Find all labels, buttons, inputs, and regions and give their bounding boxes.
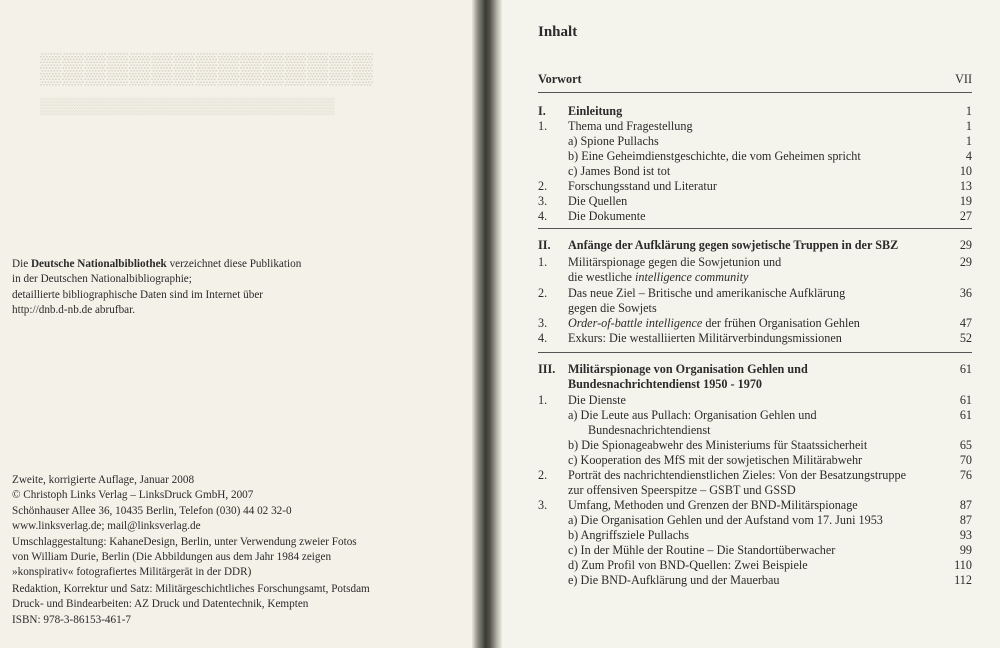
toc-entry-number: 3. — [538, 194, 548, 208]
bleed-through-shadow: ▒▒▒▒▒▒▒▒▒▒▒▒▒▒▒ — [40, 52, 374, 85]
toc-entry-page: 47 — [959, 316, 972, 330]
web-line: www.linksverlag.de; mail@linksverlag.de — [12, 520, 201, 533]
toc-entry-page: 112 — [954, 573, 972, 587]
toc-entry-title: Militärspionage von Organisation Gehlen und — [568, 362, 808, 376]
toc-entry-number: 1. — [538, 119, 548, 133]
toc-entry-title: Die Dienste — [568, 393, 626, 407]
toc-entry-page: 61 — [959, 408, 972, 422]
toc-entry-number: 4. — [538, 331, 548, 345]
toc-entry-title: Anfänge der Aufklärung gegen sowjetische Truppen in der SBZ — [568, 238, 899, 252]
toc-entry-page: 99 — [959, 543, 972, 557]
cover-design-line: »konspirativ« fotografiertes Militärgerät in der DDR) — [12, 566, 252, 579]
cover-design-line: von William Durie, Berlin (Die Abbildungen aus dem Jahr 1984 zeigen — [12, 551, 332, 564]
toc-entry-title: Porträt des nachrichtendienstlichen Zieles: Von der Besatzungstruppe — [568, 468, 906, 482]
section-divider — [538, 352, 972, 353]
toc-entry-title: c) James Bond ist tot — [568, 164, 671, 178]
italic-term: Order-of-battle intelligence — [568, 316, 703, 330]
toc-entry-number: 3. — [538, 316, 548, 330]
address-line: Schönhauser Allee 36, 10435 Berlin, Telefon (030) 44 02 32-0 — [12, 504, 292, 517]
edition-line: Zweite, korrigierte Auflage, Januar 2008 — [12, 474, 195, 486]
toc-entry-number: 1. — [538, 255, 548, 269]
toc-entry-page: 1 — [965, 134, 972, 148]
isbn-line: ISBN: 978-3-86153-461-7 — [12, 613, 132, 626]
toc-entry-page: 36 — [959, 286, 972, 300]
toc-entry-title: c) In der Mühle der Routine – Die Standortüberwacher — [568, 543, 836, 557]
toc-entry-title: a) Die Organisation Gehlen und der Aufstand vom 17. Juni 1953 — [568, 513, 883, 527]
toc-entry-page: 87 — [959, 498, 972, 512]
editing-line: Redaktion, Korrektur und Satz: Militärgeschichtliches Forschungsamt, Potsdam — [12, 583, 370, 595]
toc-entry-title: c) Kooperation des MfS mit der sowjetischen Militärabwehr — [568, 453, 863, 467]
toc-entry-page: 52 — [959, 331, 972, 345]
toc-entry-page: 110 — [954, 558, 972, 572]
toc-entry-page: 10 — [959, 164, 972, 178]
toc-entry-title: Einleitung — [568, 104, 623, 118]
section-divider — [538, 92, 972, 93]
toc-entry-title: Militärspionage gegen die Sowjetunion und — [568, 255, 782, 269]
edition-imprint — [12, 473, 357, 581]
toc-entry-title: d) Zum Profil von BND-Quellen: Zwei Beispiele — [568, 558, 808, 572]
toc-entry-number: 2. — [538, 286, 548, 300]
toc-entry-title: a) Spione Pullachs — [568, 134, 659, 148]
toc-entry-page: 13 — [959, 179, 972, 193]
toc-entry-title: Vorwort — [538, 72, 582, 86]
toc-entry-page: 29 — [959, 238, 972, 252]
toc-heading: Inhalt — [538, 24, 578, 40]
toc-entry-title: Order-of-battle intelligence der frühen Organisation Gehlen — [568, 316, 860, 330]
toc-entry-page: 93 — [959, 528, 972, 542]
toc-entry-page: 65 — [959, 438, 972, 452]
toc-entry-page: 19 — [959, 194, 972, 208]
toc-entry-title: Exkurs: Die westalliierten Militärverbindungsmissionen — [568, 331, 842, 345]
toc-entry-title: Die Dokumente — [568, 209, 646, 223]
toc-entry-page: 61 — [959, 393, 972, 407]
toc-entry-number: 3. — [538, 498, 548, 512]
toc-entry-title: Thema und Fragestellung — [568, 119, 693, 133]
italic-term: intelligence community — [635, 270, 749, 284]
section-divider — [538, 228, 972, 229]
toc-entry-number: 2. — [538, 179, 548, 193]
toc-entry-page: 87 — [959, 513, 972, 527]
toc-entry-title: a) Die Leute aus Pullach: Organisation Gehlen und — [568, 408, 817, 422]
toc-entry-page: 61 — [959, 362, 972, 376]
toc-entry-number: III. — [538, 362, 556, 376]
dnb-line: Die Deutsche Nationalbibliothek verzeichnet diese Publikation — [12, 258, 302, 270]
toc-entry-title: b) Angriffsziele Pullachs — [568, 528, 689, 542]
bleed-through-shadow-2: ▒▒▒▒▒▒▒▒▒▒▒▒▒▒▒▒▒▒▒▒▒▒▒▒▒▒ — [40, 98, 335, 115]
cover-design-line: Umschlaggestaltung: KahaneDesign, Berlin, unter Verwendung zweier Fotos — [12, 535, 357, 548]
toc-entry-page: 70 — [959, 453, 972, 467]
toc-entry-title: b) Eine Geheimdienstgeschichte, die vom Geheimen spricht — [568, 149, 861, 163]
toc-entry-number: 4. — [538, 209, 548, 223]
dnb-line: detaillierte bibliographische Daten sind im Internet über — [12, 288, 264, 301]
left-page — [0, 0, 472, 648]
toc-entry-page: 4 — [965, 149, 972, 163]
toc-entry-title: zur offensiven Speerspitze – GSBT und GSSD — [568, 483, 796, 497]
toc-entry-title: Forschungsstand und Literatur — [568, 179, 717, 193]
production-credits — [12, 582, 370, 628]
toc-entry-number: I. — [538, 104, 546, 118]
dnb-url-line: http://dnb.d-nb.de abrufbar. — [12, 304, 136, 317]
toc-entry-page: 27 — [959, 209, 972, 223]
toc-entry-page: 1 — [965, 119, 972, 133]
toc-entry-number: 1. — [538, 393, 548, 407]
dnb-notice — [12, 257, 301, 319]
toc-entry-title: gegen die Sowjets — [568, 301, 657, 315]
toc-entry-page: 76 — [959, 468, 972, 482]
toc-entry-title: Bundesnachrichtendienst — [588, 423, 711, 437]
toc-entry-title: Das neue Ziel – Britische und amerikanische Aufklärung — [568, 286, 846, 300]
toc-entry-title: e) Die BND-Aufklärung und der Mauerbau — [568, 573, 780, 587]
toc-entry-page: 29 — [959, 255, 972, 269]
toc-entry-number: II. — [538, 238, 551, 252]
toc-entry-number: 2. — [538, 468, 548, 482]
toc-entry-title: die westliche intelligence community — [568, 270, 749, 284]
toc-entry-title: b) Die Spionageabwehr des Ministeriums für Staatssicherheit — [568, 438, 868, 452]
toc-entry-title: Umfang, Methoden und Grenzen der BND-Militärspionage — [568, 498, 858, 512]
toc-entry-page: VII — [955, 72, 972, 86]
printing-line: Druck- und Bindearbeiten: AZ Druck und Datentechnik, Kempten — [12, 598, 309, 611]
copyright-line: © Christoph Links Verlag – LinksDruck GmbH, 2007 — [12, 489, 254, 502]
toc-entry-title: Die Quellen — [568, 194, 628, 208]
toc-entry-page: 1 — [965, 104, 972, 118]
toc-entry-title: Bundesnachrichtendienst 1950 - 1970 — [568, 377, 763, 391]
book-gutter — [472, 0, 502, 648]
dnb-line: in der Deutschen Nationalbibliographie; — [12, 273, 192, 286]
